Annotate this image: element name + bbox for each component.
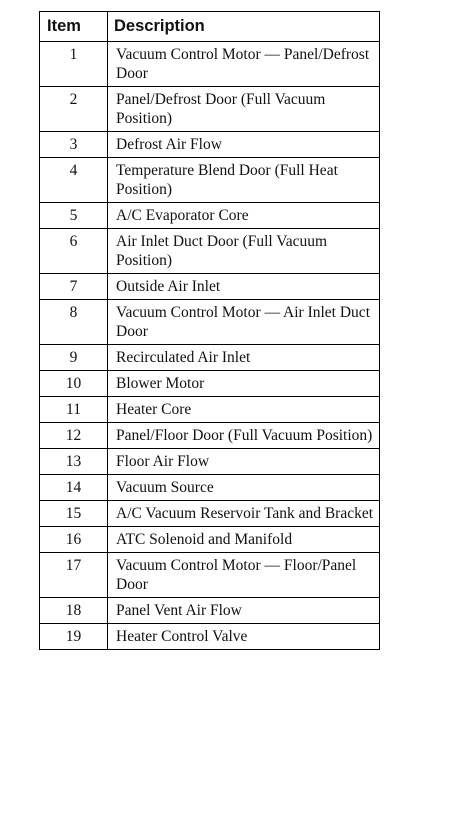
table-body: [40, 42, 380, 650]
item-number: 11: [40, 397, 108, 423]
item-description: Defrost Air Flow: [108, 132, 380, 158]
table-row: [40, 598, 380, 624]
item-number: 12: [40, 423, 108, 449]
item-description: A/C Vacuum Reservoir Tank and Bracket: [108, 501, 380, 527]
item-number: 9: [40, 345, 108, 371]
item-description: Vacuum Control Motor — Floor/Panel Door: [108, 553, 380, 598]
table-row: [40, 527, 380, 553]
item-description: Air Inlet Duct Door (Full Vacuum Position): [108, 229, 380, 274]
table-row: [40, 397, 380, 423]
item-number: 16: [40, 527, 108, 553]
table-row: [40, 229, 380, 274]
item-number: 2: [40, 87, 108, 132]
table-row: [40, 624, 380, 650]
item-description: Blower Motor: [108, 371, 380, 397]
item-description: Recirculated Air Inlet: [108, 345, 380, 371]
item-number: 19: [40, 624, 108, 650]
item-description: Heater Control Valve: [108, 624, 380, 650]
table-row: [40, 501, 380, 527]
item-description: Vacuum Control Motor — Air Inlet Duct Door: [108, 300, 380, 345]
header-description: Description: [108, 12, 380, 42]
table-row: [40, 475, 380, 501]
item-description: Temperature Blend Door (Full Heat Position): [108, 158, 380, 203]
component-legend-table: [39, 11, 380, 650]
table-row: [40, 449, 380, 475]
item-number: 7: [40, 274, 108, 300]
table-header-row: [40, 12, 380, 42]
item-description: Heater Core: [108, 397, 380, 423]
item-description: Panel/Defrost Door (Full Vacuum Position): [108, 87, 380, 132]
item-description: Vacuum Source: [108, 475, 380, 501]
item-description: ATC Solenoid and Manifold: [108, 527, 380, 553]
item-number: 1: [40, 42, 108, 87]
item-number: 6: [40, 229, 108, 274]
table-row: [40, 274, 380, 300]
table-row: [40, 371, 380, 397]
table-row: [40, 158, 380, 203]
item-description: Outside Air Inlet: [108, 274, 380, 300]
item-number: 3: [40, 132, 108, 158]
item-number: 15: [40, 501, 108, 527]
table-row: [40, 87, 380, 132]
table-row: [40, 42, 380, 87]
item-number: 18: [40, 598, 108, 624]
item-description: Floor Air Flow: [108, 449, 380, 475]
item-number: 14: [40, 475, 108, 501]
item-description: Panel/Floor Door (Full Vacuum Position): [108, 423, 380, 449]
table-row: [40, 345, 380, 371]
table-row: [40, 423, 380, 449]
table-row: [40, 300, 380, 345]
item-description: Vacuum Control Motor — Panel/Defrost Door: [108, 42, 380, 87]
item-description: Panel Vent Air Flow: [108, 598, 380, 624]
item-number: 8: [40, 300, 108, 345]
table-row: [40, 553, 380, 598]
item-number: 10: [40, 371, 108, 397]
table-row: [40, 132, 380, 158]
header-item: Item: [40, 12, 108, 42]
item-number: 13: [40, 449, 108, 475]
item-number: 4: [40, 158, 108, 203]
table-row: [40, 203, 380, 229]
item-description: A/C Evaporator Core: [108, 203, 380, 229]
item-number: 17: [40, 553, 108, 598]
item-number: 5: [40, 203, 108, 229]
